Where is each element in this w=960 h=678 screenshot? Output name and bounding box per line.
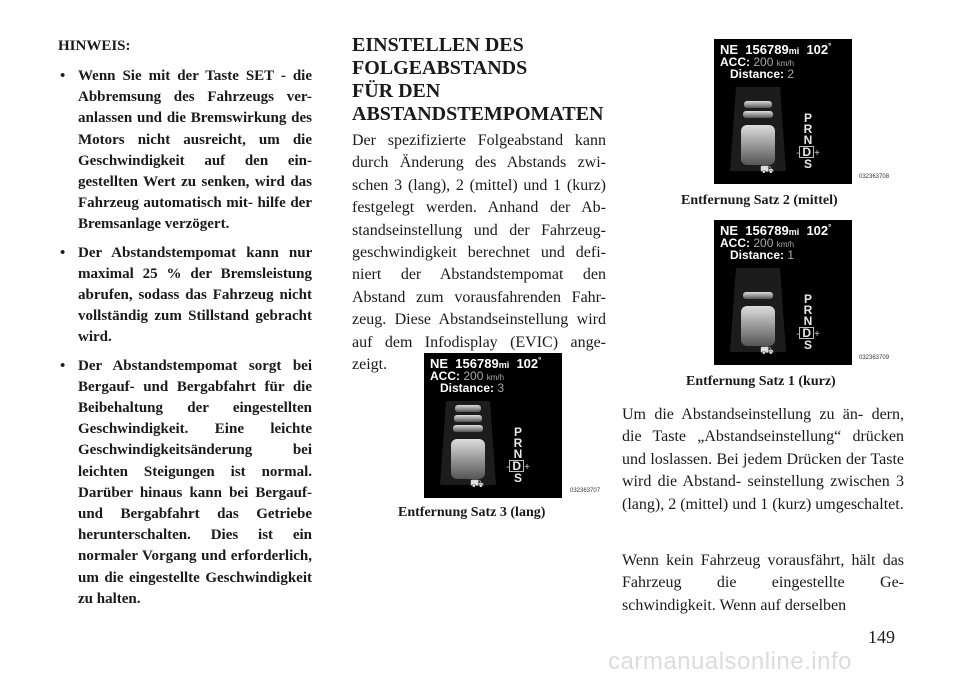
- text-line: Geschwindigkeit. Eine leichte: [78, 421, 312, 438]
- distance-line: Distance: 1: [730, 248, 795, 262]
- text-line: abrufen, sodass das Fahrzeug: [78, 287, 274, 304]
- acc-speed-line: ACC: 200 km/h: [720, 236, 795, 250]
- watermark: carmanualsonline.info: [608, 648, 852, 675]
- car-distance-icon: ⛟: [470, 477, 484, 490]
- gear-indicator: P R N - D + S: [506, 425, 530, 485]
- text-line: gestellten Wert zu senken, wird: [78, 174, 285, 191]
- text-line: Der Abstandstempomat kann nur: [78, 244, 312, 261]
- bullet-item: [58, 66, 312, 236]
- image-code: 032363709: [859, 355, 890, 361]
- text-line: auf dem Infodisplay (EVIC) ange-: [352, 333, 606, 351]
- text-line: Beibehaltung der eingestellten: [78, 400, 312, 417]
- text-line: Wenn Sie mit der Taste SET - die: [78, 68, 312, 84]
- text-line: Der Abstandstempomat sorgt bei: [78, 357, 312, 374]
- evic-display-figure: [424, 353, 562, 498]
- text-line: Darüber hinaus kann bei: [78, 484, 249, 501]
- text-line: die Geschwindigkeit auf den ein-: [78, 131, 312, 169]
- text-line: dern, die Taste „Abstandseinstellung“: [622, 406, 905, 446]
- text-line: maximal 25 % der Bremsleistung: [78, 265, 312, 282]
- figure-caption: Entfernung Satz 1 (kurz): [686, 374, 836, 389]
- figure-caption: Entfernung Satz 2 (mittel): [681, 193, 838, 208]
- following-distance-graphic: [728, 83, 788, 175]
- bullet-dot: •: [60, 68, 66, 84]
- text-line: hilfe der Bremsanlage verzögert.: [78, 195, 312, 233]
- odometer-line: NE 156789mi 102°: [720, 42, 832, 57]
- text-line: Bergauf- und Bergabfahrt das: [78, 484, 313, 523]
- text-line: Wenn kein Fahrzeug vorausfährt, hält: [622, 552, 876, 569]
- text-line: drücken und loslassen. Bei jedem: [622, 428, 904, 468]
- body-paragraph: [622, 550, 904, 617]
- following-distance-graphic: [438, 397, 498, 489]
- note-label: HINWEIS:: [58, 38, 131, 54]
- text-line: niert der Abstandstempomat den: [352, 266, 606, 284]
- text-line: 2 (mittel) und 1 (kurz) umgeschaltet.: [668, 495, 904, 513]
- image-code: 032363707: [570, 488, 601, 494]
- text-line: anlassen und die Bremswirkung: [78, 110, 287, 127]
- body-paragraph: [622, 404, 904, 516]
- car-distance-icon: ⛟: [760, 344, 774, 357]
- text-line: Getriebe herunterschalten. Dies: [78, 506, 313, 544]
- text-line: Abstand zum vorausfahrenden Fahr-: [352, 288, 606, 306]
- bullet-item: [58, 356, 312, 610]
- text-line: Abbremsung des Fahrzeugs ver-: [78, 89, 312, 106]
- distance-line: Distance: 3: [440, 381, 505, 395]
- text-line: des Motors nicht ausreicht, um: [78, 110, 313, 148]
- gear-indicator: P R N - D + S: [796, 292, 820, 352]
- gear-indicator: P R N - D + S: [796, 111, 820, 171]
- acc-speed-line: ACC: 200 km/h: [430, 369, 505, 383]
- text-line: durch Änderung des Abstands zwi-: [352, 154, 606, 172]
- distance-line: Distance: 2: [730, 67, 795, 81]
- image-code: 032363708: [859, 174, 890, 180]
- text-line: ist ein normaler Vorgang und: [78, 527, 313, 565]
- text-line: Um die Abstandseinstellung zu än-: [622, 406, 864, 423]
- text-line: schwindigkeit. Wenn auf derselben: [622, 596, 847, 614]
- text-line: zeigt.: [352, 356, 388, 374]
- bullet-dot: •: [60, 244, 66, 261]
- heading-line: FÜR DEN: [352, 80, 441, 102]
- text-line: Geschwindigkeitsänderung bei: [78, 442, 312, 459]
- bullet-item: [58, 243, 312, 349]
- following-distance-graphic: [728, 264, 788, 356]
- text-line: erforderlich, um die eingestellte: [78, 548, 313, 586]
- bullet-dot: •: [60, 357, 66, 374]
- text-line: Geschwindigkeit zu halten.: [78, 569, 312, 607]
- text-line: gebracht wird.: [78, 308, 313, 346]
- heading-line: ABSTANDSTEMPOMATEN: [352, 103, 604, 125]
- odometer-line: NE 156789mi 102°: [720, 223, 832, 238]
- text-line: zeug. Diese Abstandseinstellung wird: [352, 311, 606, 329]
- text-line: schen 3 (lang), 2 (mittel) und 1 (kurz): [352, 176, 606, 194]
- acc-speed-line: ACC: 200 km/h: [720, 55, 795, 69]
- heading-line: EINSTELLEN DES: [352, 34, 524, 56]
- note-bullet-list: [58, 66, 312, 617]
- text-line: nicht vollständig zum Stillstand: [78, 287, 312, 325]
- page-number: 149: [868, 627, 895, 647]
- text-line: das Fahrzeug die eingestellte Ge-: [622, 552, 905, 592]
- evic-display-figure: [714, 39, 852, 184]
- text-line: Drücken der Taste wird die Abstand-: [622, 450, 904, 491]
- car-distance-icon: ⛟: [760, 163, 774, 176]
- heading-line: FOLGEABSTANDS: [352, 57, 528, 79]
- odometer-line: NE 156789mi 102°: [430, 356, 542, 371]
- text-line: geschwindigkeit berechnet und defi-: [352, 244, 606, 262]
- text-line: standseinstellung und der Fahrzeug-: [352, 221, 606, 239]
- figure-caption: Entfernung Satz 3 (lang): [398, 505, 546, 520]
- evic-display-figure: [714, 220, 852, 365]
- section-heading: [352, 34, 604, 126]
- text-line: festgelegt werden. Anhand der Ab-: [352, 199, 606, 217]
- text-line: Der spezifizierte Folgeabstand kann: [352, 132, 606, 149]
- text-line: seinstellung zwischen 3 (lang),: [622, 473, 905, 513]
- body-paragraph: [352, 130, 606, 376]
- text-line: leichten Steigungen ist normal.: [78, 463, 312, 480]
- text-line: das Fahrzeug automatisch mit-: [78, 174, 312, 212]
- text-line: Bergauf- und Bergabfahrt für die: [78, 378, 312, 395]
